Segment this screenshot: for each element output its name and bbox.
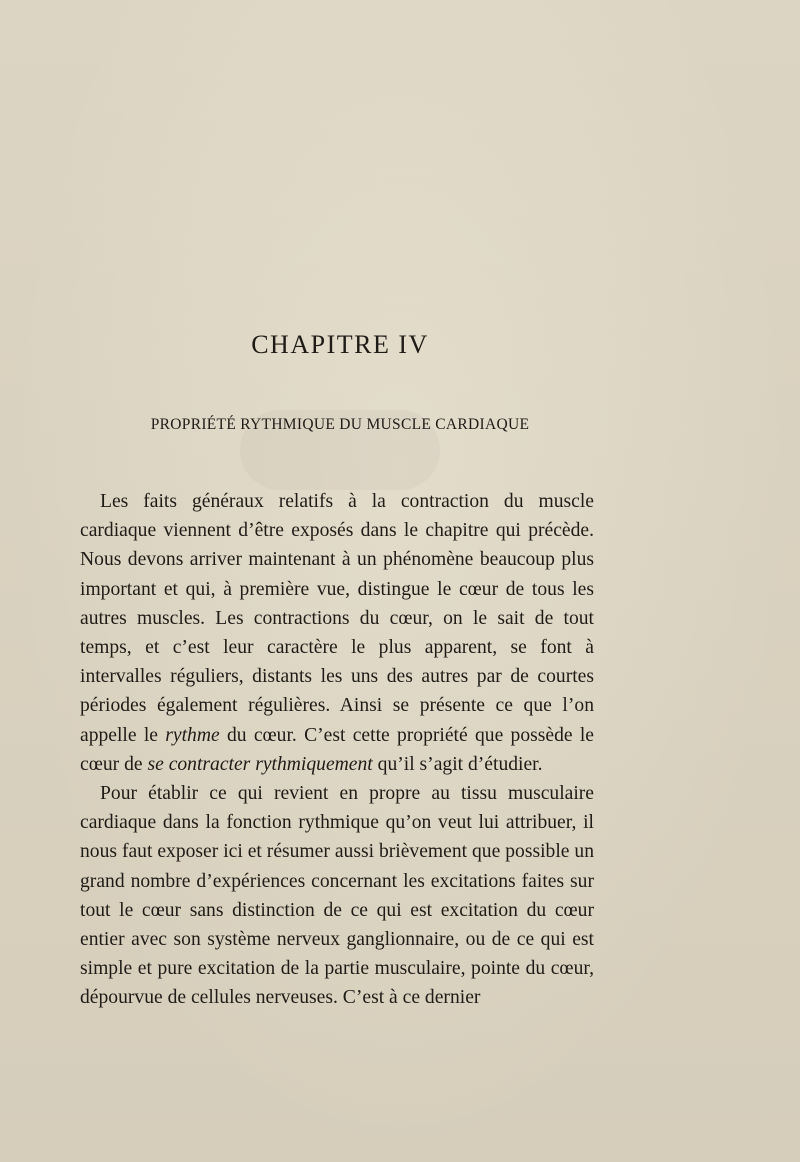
paragraph-1 (80, 487, 594, 779)
emphasis-rythme: rythme (165, 724, 220, 746)
paragraph-2: Pour établir ce qui revient en propre au tissu musculaire cardiaque dans la fonction rythmique qu’on veut lui attribuer, il nous faut exposer ici et résumer aussi brièvement que possible un grand nombre d’expériences concernant les excitations faites sur tout le cœur sans distinction de ce qui est excitation du cœur entier avec son système nerveux ganglionnaire, ou de ce qui est simple et pure excitation de la partie musculaire, pointe du cœur, dépourvue de cellules nerveuses. C’est à ce dernier (80, 783, 594, 1009)
paragraph-1-text-b: du cœur. C’est cette propriété que possède le cœur de (80, 724, 594, 775)
section-title: PROPRIÉTÉ RYTHMIQUE DU MUSCLE CARDIAQUE (150, 416, 530, 433)
body-text (80, 487, 594, 1013)
paragraph-1-text-c: qu’il s’agit d’étudier. (372, 753, 543, 775)
emphasis-se-contracter: se contracter rythmiquement (147, 753, 373, 775)
chapter-title: CHAPITRE IV (251, 330, 429, 359)
paragraph-1-text-a: Les faits généraux relatifs à la contraction du muscle cardiaque viennent d’être exposés dans le chapitre qui précède. Nous devons arriver maintenant à un phénomène beaucoup plus important et qui, à première vue, distingue le cœur de tous les autres muscles. Les contractions du cœur, on le sait de tout temps, et c’est leur caractère le plus apparent, se font à intervalles réguliers, distants les uns des autres par de courtes périodes également régulières. Ainsi se présente ce que l’on appelle le (80, 491, 594, 746)
